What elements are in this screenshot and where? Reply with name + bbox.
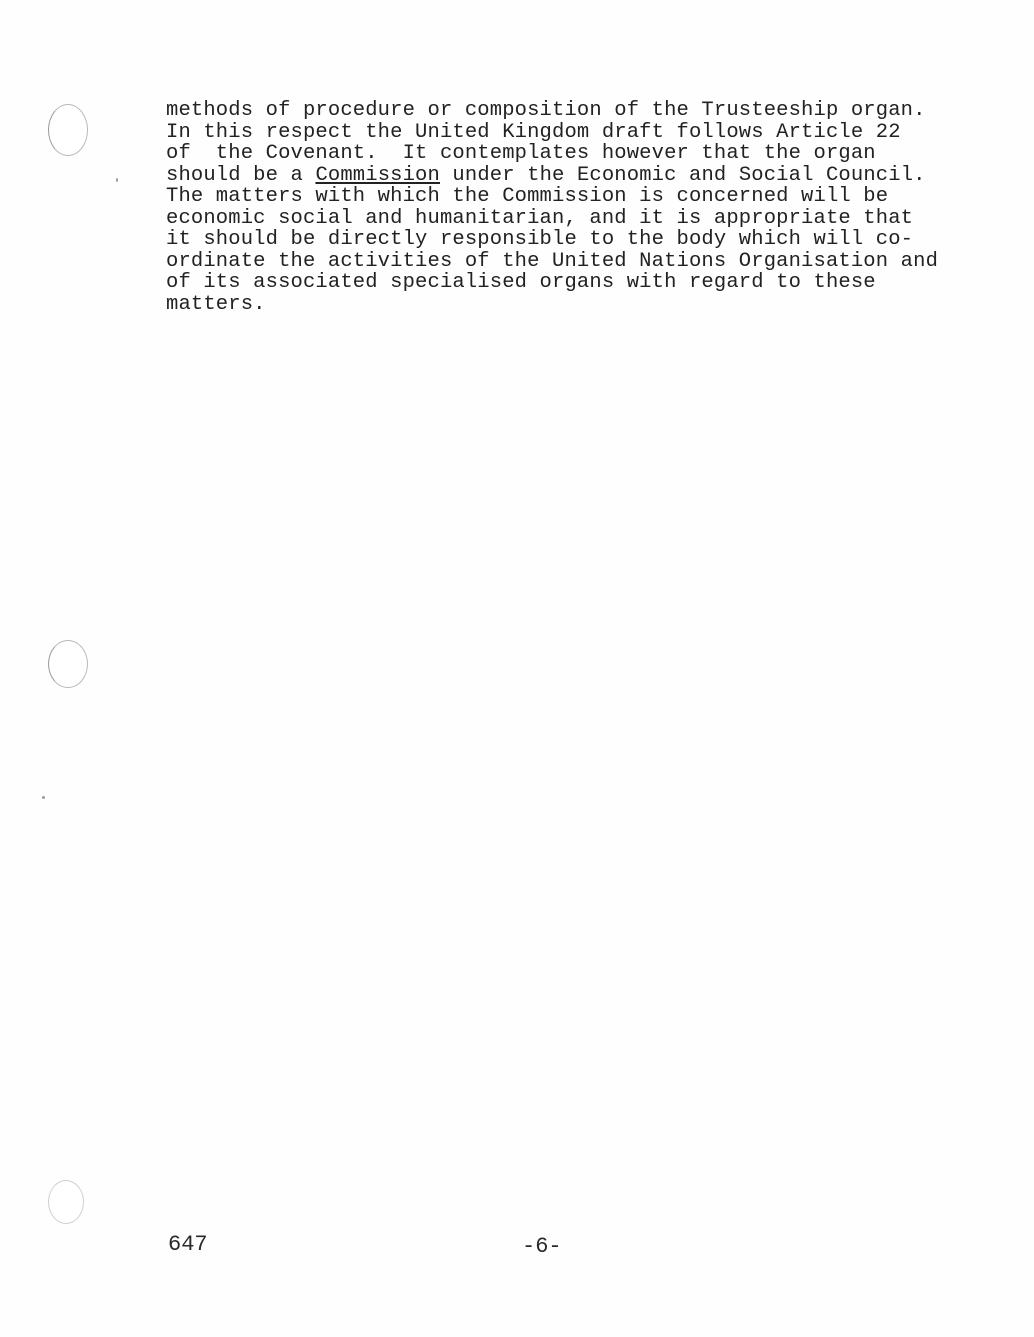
punch-hole-middle bbox=[48, 640, 88, 688]
punch-hole-top bbox=[48, 104, 88, 156]
punch-hole-bottom bbox=[48, 1180, 84, 1224]
body-line-9: of its associated specialised organs with regard to these bbox=[166, 271, 876, 294]
body-line-4-end: under the Economic and Social Council. bbox=[439, 163, 926, 187]
paper-speck bbox=[42, 796, 45, 799]
page-code: 647 bbox=[168, 1232, 208, 1257]
document-body bbox=[166, 100, 966, 315]
page-number: -6- bbox=[522, 1234, 562, 1259]
paper-speck bbox=[116, 178, 118, 182]
body-line-2: In this respect the United Kingdom draft follows Article 22 bbox=[166, 120, 901, 144]
body-line-10: matters. bbox=[166, 292, 266, 316]
body-line-6: economic social and humanitarian, and it is appropriate that bbox=[166, 206, 914, 230]
body-line-5: The matters with which the Commission is concerned will be bbox=[166, 185, 889, 208]
underlined-word-commission: Commission bbox=[315, 163, 440, 187]
body-line-4 bbox=[166, 165, 966, 187]
body-line-4-start: should be a bbox=[166, 163, 316, 187]
body-line-7: it should be directly responsible to the body which will co- bbox=[166, 228, 914, 251]
body-line-3: of the Covenant. It contemplates however that the organ bbox=[166, 142, 876, 165]
body-line-8: ordinate the activities of the United Nations Organisation and bbox=[166, 249, 939, 273]
body-line-1: methods of procedure or composition of the Trusteeship organ. bbox=[166, 99, 926, 122]
